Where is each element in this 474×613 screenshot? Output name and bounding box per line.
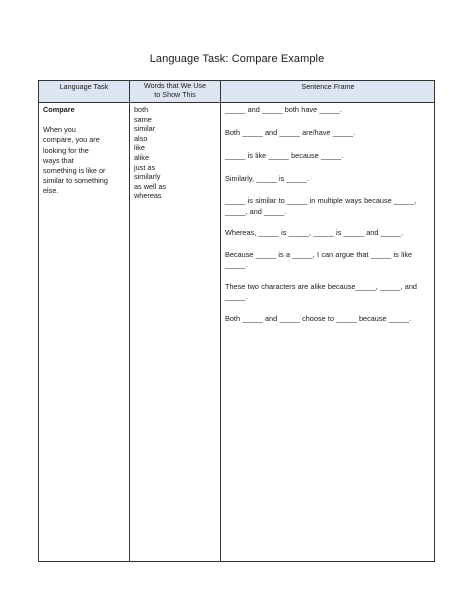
word-item: alike [134,152,150,162]
task-description-line: ways that [43,155,74,165]
header-language-task-label: Language Task [59,82,109,91]
column-divider [129,81,130,561]
word-item: whereas [134,191,162,201]
words-cell [134,105,218,201]
header-words [130,81,220,102]
word-item: similar [134,124,156,134]
task-term: Compare [43,105,75,114]
column-divider [220,81,221,561]
word-item: similarly [134,172,161,182]
header-words-line1: Words that We Use [143,81,207,90]
word-item: same [134,114,152,124]
sentence-frame: Because _____ is a _____, I can argue that _____ is like _____. [225,249,413,269]
sentence-frame: Both _____ and _____ are/have _____. [225,127,356,137]
header-sentence-frame [221,81,435,102]
task-description-line: else. [43,186,59,196]
header-sentence-frame-label: Sentence Frame [301,82,355,91]
task-description-line: something is like or [43,166,106,176]
task-description-line: looking for the [43,145,89,155]
word-item: also [134,133,148,143]
sentence-frame: _____ and _____ both have _____. [225,105,342,114]
sentence-frame: These two characters are alike because_____, _____, and _____. [225,281,417,301]
sentence-frame: _____ is similar to _____ in multiple ways because _____, _____, and _____. [225,196,417,216]
word-item: as well as [134,181,167,191]
task-description-line: When you [43,125,76,135]
word-item: both [134,105,149,114]
header-language-task [39,81,129,102]
sentence-frame-cell [225,105,431,324]
header-words-line2: to Show This [154,89,196,99]
sentence-frame: _____ is like _____ because _____. [225,151,344,160]
language-task-cell [43,105,127,197]
word-item: like [134,143,145,153]
sentence-frame: Both _____ and _____ choose to _____ because _____. [225,313,412,323]
compare-table [38,80,435,562]
word-item: just as [134,162,156,172]
sentence-frame: Similarly, _____ is _____. [225,173,309,183]
sentence-frame: Whereas, _____ is _____, _____ is _____ and _____. [225,228,404,237]
task-description-line: compare, you are [43,135,100,145]
task-description-line: similar to something [43,176,108,186]
page-title: Language Task: Compare Example [149,53,325,65]
